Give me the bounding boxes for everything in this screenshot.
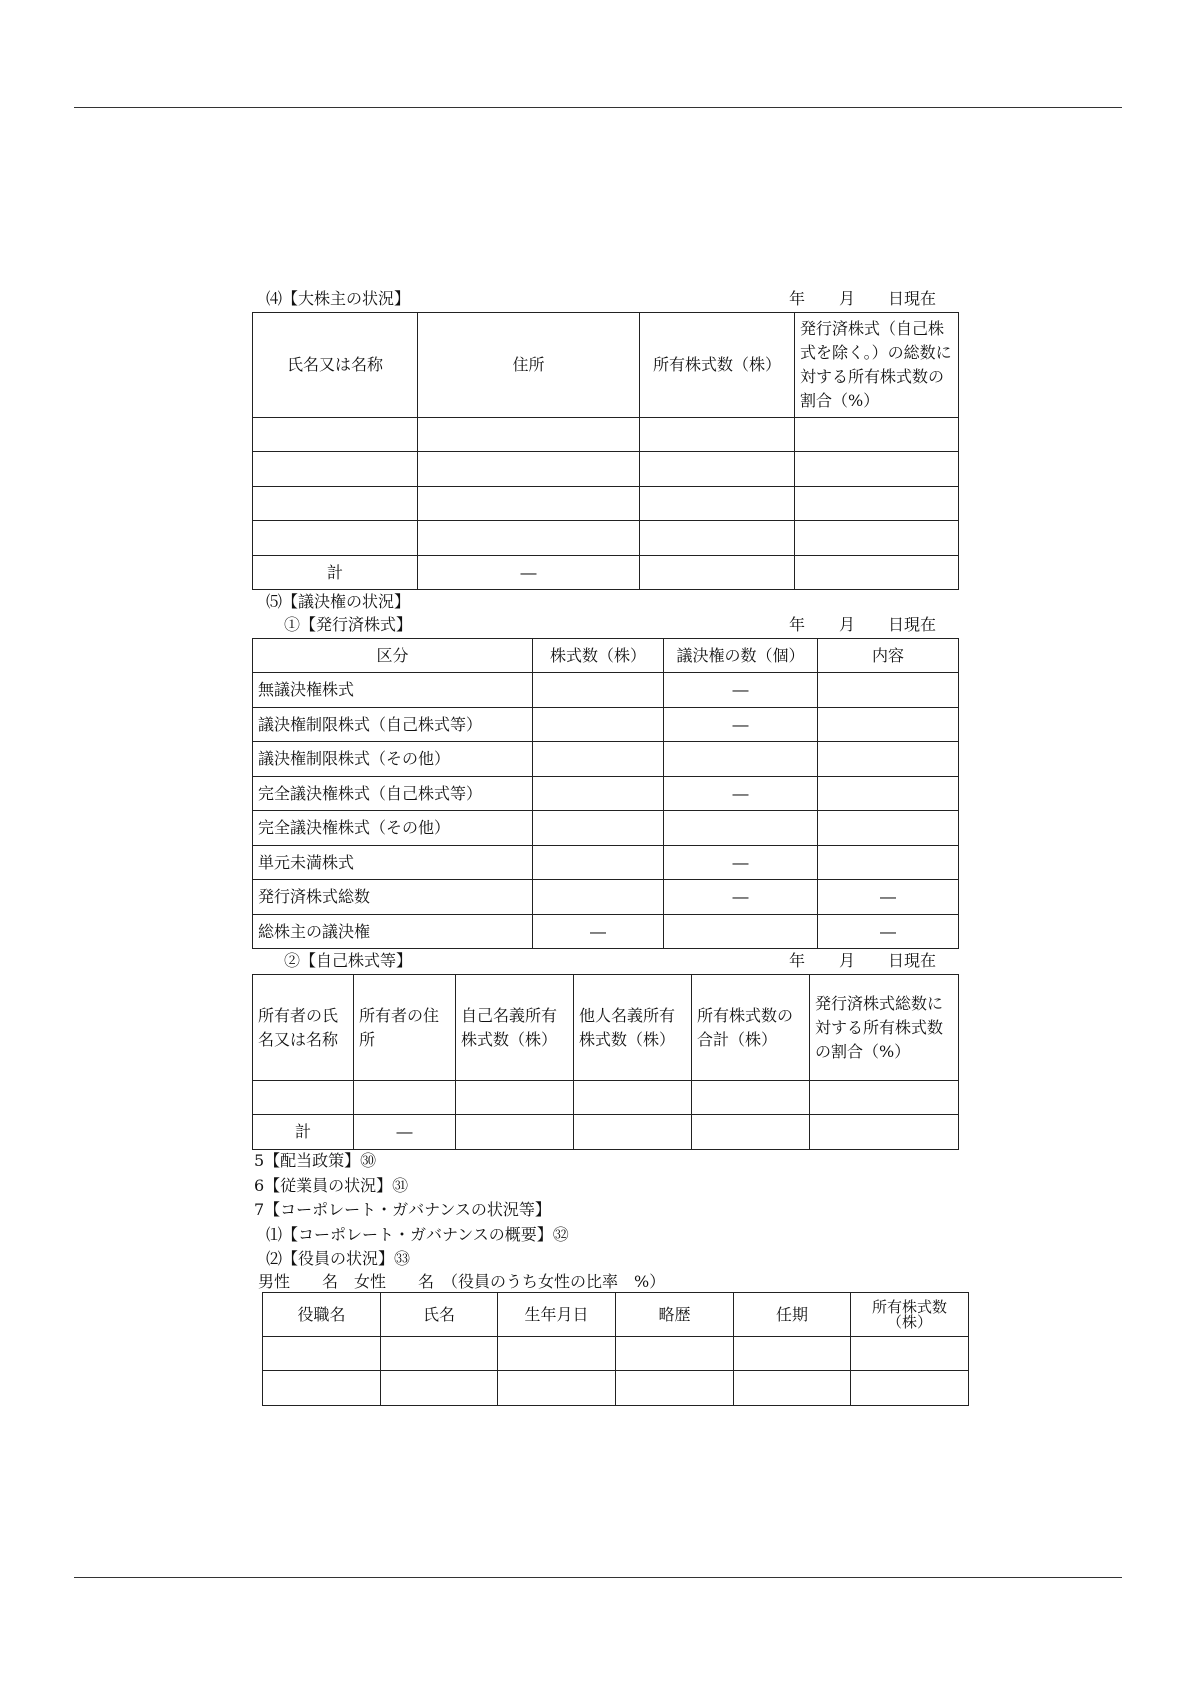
table-row: [253, 1081, 959, 1115]
header-address: 住所: [418, 313, 640, 418]
table-row: [253, 521, 959, 556]
table-row: 完全議決権株式（自己株式等） ―: [253, 777, 959, 811]
treasury-shares-table: 所有者の氏名又は名称 所有者の住所 自己名義所有株式数（株） 他人名義所有株式数（株） 所有株式数の合計（株） 発行済株式総数に対する所有株式数の割合（%） 計 ―: [252, 974, 959, 1150]
header-name: 氏名又は名称: [253, 313, 418, 418]
officer-gender-ratio: 男性 名 女性 名 （役員のうち女性の比率 %）: [258, 1272, 666, 1291]
governance-heading: 7【コーポレート・ガバナンスの状況等】: [254, 1200, 551, 1219]
issued-shares-heading: ①【発行済株式】: [284, 615, 413, 634]
table-row: [253, 418, 959, 452]
issued-shares-table: 区分 株式数（株） 議決権の数（個） 内容 無議決権株式 ― 議決権制限株式（自己株式等） ― 議決権制限株式（その他） 完全議決権株式（自己株式等） ― 完全議決権株式（その他） 単元未満株式 ― 発行済株式総数 ― ― 総株主の議決権 ― ―: [252, 638, 959, 949]
employees-heading: 6【従業員の状況】㉛: [254, 1176, 409, 1195]
table-row: 完全議決権株式（その他）: [253, 811, 959, 846]
table-row: [253, 487, 959, 521]
top-rule: [74, 107, 1122, 108]
bottom-rule: [74, 1577, 1122, 1578]
issued-shares-date: 年 月 日現在: [789, 615, 937, 634]
governance-overview-heading: ⑴【コーポレート・ガバナンスの概要】㉜: [266, 1225, 569, 1244]
table-row: 無議決権株式 ―: [253, 673, 959, 708]
dividend-policy-heading: 5【配当政策】㉚: [254, 1151, 377, 1170]
table-row: 単元未満株式 ―: [253, 846, 959, 880]
total-row: 計 ―: [253, 556, 959, 590]
table-row: 発行済株式総数 ― ―: [253, 880, 959, 915]
table-row: [253, 452, 959, 487]
officers-heading: ⑵【役員の状況】㉝: [266, 1249, 411, 1268]
major-shareholders-table: [252, 312, 959, 590]
treasury-shares-heading: ②【自己株式等】: [284, 951, 413, 970]
table-row: 総株主の議決権 ― ―: [253, 915, 959, 949]
table-row: [263, 1337, 969, 1371]
section5-heading: ⑸【議決権の状況】: [266, 592, 411, 611]
table-row: 議決権制限株式（その他）: [253, 742, 959, 777]
section4-date: 年 月 日現在: [789, 289, 937, 308]
total-row: 計 ―: [253, 1115, 959, 1150]
officers-table: 役職名 氏名 生年月日 略歴 任期 所有株式数（株）: [262, 1292, 969, 1406]
table-row: 議決権制限株式（自己株式等） ―: [253, 708, 959, 742]
header-shares: 所有株式数（株）: [640, 313, 795, 418]
treasury-shares-date: 年 月 日現在: [789, 951, 937, 970]
section4-heading: ⑷【大株主の状況】: [266, 289, 411, 308]
header-ratio: 発行済株式（自己株式を除く。）の総数に対する所有株式数の割合（%）: [795, 313, 959, 418]
table-row: [263, 1371, 969, 1406]
